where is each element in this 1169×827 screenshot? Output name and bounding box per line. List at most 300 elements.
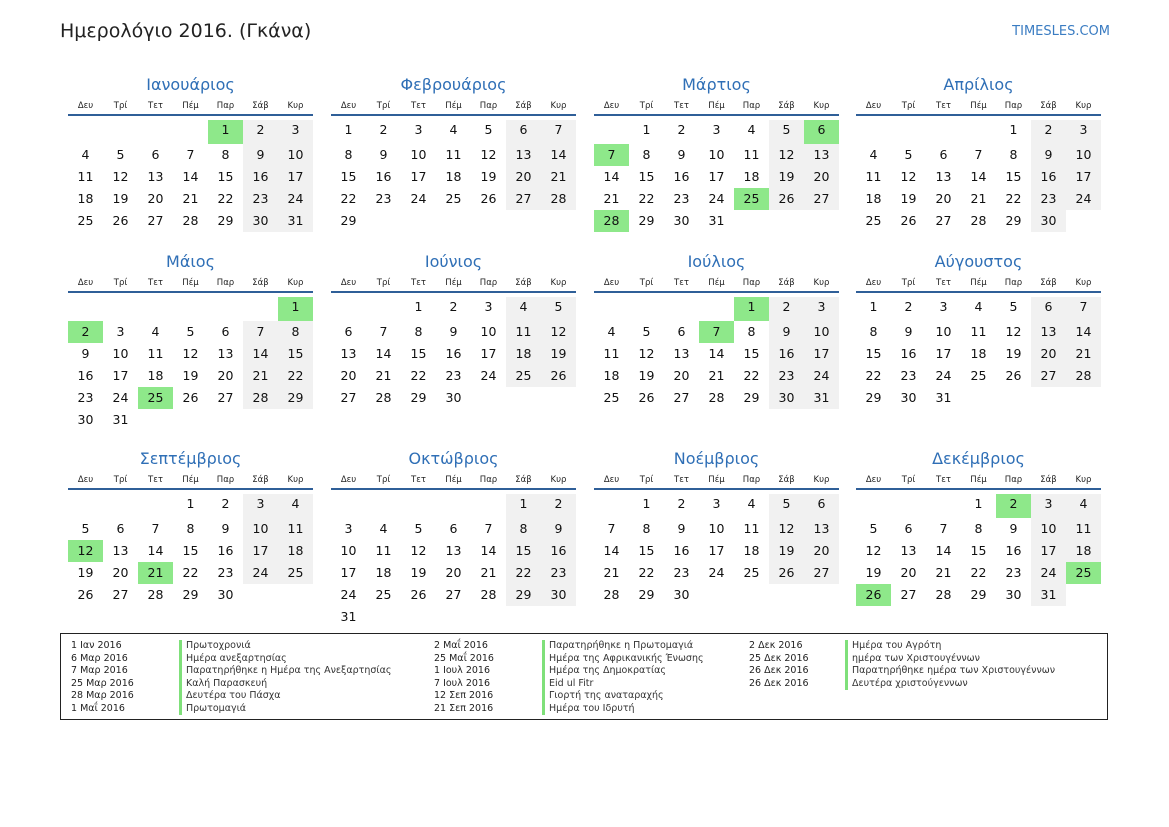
day-cell: 13 <box>445 543 462 558</box>
day-cell: 10 <box>1066 144 1101 166</box>
day-cell: 16 <box>541 540 576 562</box>
weekday-label: Δευ <box>340 101 357 111</box>
day-cell: 18 <box>147 368 164 383</box>
weekday-label: Πέμ <box>445 278 462 288</box>
empty-day-cell <box>734 584 769 606</box>
weekday-label: Τρί <box>639 101 654 111</box>
day-cell: 22 <box>340 191 357 206</box>
week-row <box>331 562 576 584</box>
day-cell: 26 <box>112 213 129 228</box>
day-cell: 28 <box>541 188 576 210</box>
week-row <box>68 387 313 409</box>
day-cell: 21 <box>480 565 497 580</box>
empty-day-cell <box>664 297 699 321</box>
empty-day-cell <box>506 606 541 628</box>
week-row <box>594 365 839 387</box>
week-row <box>856 188 1101 210</box>
week-row <box>68 584 313 606</box>
weekday-label: Τρί <box>113 475 128 485</box>
day-cell: 2 <box>904 299 913 314</box>
weekday-label: Τρί <box>639 278 654 288</box>
day-cell: 27 <box>673 390 690 405</box>
empty-day-cell <box>138 494 173 518</box>
day-cell: 15 <box>743 346 760 361</box>
empty-day-cell <box>243 297 278 321</box>
empty-day-cell <box>594 297 629 321</box>
day-cell: 7 <box>607 521 616 536</box>
weekday-label: Πέμ <box>182 101 199 111</box>
day-cell: 3 <box>712 496 721 511</box>
month-title: Ιούνιος <box>424 252 483 271</box>
day-cell: 26 <box>638 390 655 405</box>
day-cell: 20 <box>147 191 164 206</box>
empty-day-cell <box>173 120 208 144</box>
day-cell: 7 <box>974 147 983 162</box>
day-cell: 27 <box>340 390 357 405</box>
day-cell: 28 <box>375 390 392 405</box>
day-cell: 14 <box>708 346 725 361</box>
weekday-label: Δευ <box>77 101 94 111</box>
weekday-label: Πέμ <box>182 278 199 288</box>
day-cell: 13 <box>935 169 952 184</box>
day-cell: 5 <box>414 521 423 536</box>
day-cell: 3 <box>712 122 721 137</box>
day-cell: 8 <box>506 518 541 540</box>
weekday-label: Σάβ <box>1040 101 1057 111</box>
month-title: Αύγουστος <box>934 252 1023 271</box>
day-cell: 7 <box>541 120 576 144</box>
month-block <box>856 448 1101 606</box>
holiday-name: Πρωτοχρονιά <box>179 640 251 653</box>
empty-day-cell <box>471 494 506 518</box>
day-cell: 9 <box>1031 144 1066 166</box>
day-cell: 16 <box>900 346 917 361</box>
month-block <box>594 251 839 409</box>
month-block <box>331 448 576 628</box>
day-cell: 20 <box>445 565 462 580</box>
day-cell: 13 <box>900 543 917 558</box>
day-cell: 29 <box>638 213 655 228</box>
day-cell: 23 <box>77 390 94 405</box>
day-cell: 21 <box>375 368 392 383</box>
day-cell: 3 <box>484 299 493 314</box>
empty-day-cell <box>103 494 138 518</box>
day-cell: 13 <box>673 346 690 361</box>
weekday-label: Παρ <box>1004 101 1023 111</box>
day-cell: 9 <box>243 144 278 166</box>
day-cell: 5 <box>642 324 651 339</box>
holiday-date: 7 Ιουλ 2016 <box>434 677 490 689</box>
day-cell: 9 <box>379 147 388 162</box>
week-row <box>331 166 576 188</box>
day-cell: 24 <box>112 390 129 405</box>
day-cell: 1 <box>506 494 541 518</box>
week-row <box>856 562 1101 584</box>
day-cell: 4 <box>974 299 983 314</box>
day-cell: 28 <box>603 587 620 602</box>
day-cell: 22 <box>217 191 234 206</box>
day-cell: 18 <box>865 191 882 206</box>
weekday-header <box>331 275 576 293</box>
holiday-name: Δευτέρα χριστούγεννων <box>845 678 968 691</box>
empty-day-cell <box>856 120 891 144</box>
day-cell: 14 <box>603 543 620 558</box>
day-cell: 5 <box>186 324 195 339</box>
empty-day-cell <box>471 606 506 628</box>
weekday-label: Σάβ <box>515 278 532 288</box>
day-cell: 8 <box>974 521 983 536</box>
day-cell: 19 <box>769 166 804 188</box>
weekday-label: Τρί <box>901 475 916 485</box>
day-cell: 20 <box>804 540 839 562</box>
day-cell: 8 <box>642 521 651 536</box>
day-cell: 20 <box>1031 343 1066 365</box>
empty-day-cell <box>471 387 506 409</box>
brand-link[interactable]: TIMESLES.COM <box>1012 24 1110 39</box>
day-cell: 9 <box>904 324 913 339</box>
day-cell: 13 <box>217 346 234 361</box>
day-cell: 15 <box>278 343 313 365</box>
weekday-label: Σάβ <box>1040 278 1057 288</box>
day-cell: 9 <box>221 521 230 536</box>
empty-day-cell <box>891 494 926 518</box>
weekday-label: Κυρ <box>287 475 304 485</box>
weekday-label: Τρί <box>639 475 654 485</box>
day-cell: 30 <box>217 587 234 602</box>
week-row <box>331 584 576 606</box>
weekday-label: Τετ <box>148 475 163 485</box>
week-row <box>594 166 839 188</box>
day-cell: 31 <box>112 412 129 427</box>
day-cell: 11 <box>743 521 760 536</box>
day-cell: 24 <box>1066 188 1101 210</box>
day-cell: 6 <box>449 521 458 536</box>
day-cell: 5 <box>769 494 804 518</box>
day-cell: 18 <box>375 565 392 580</box>
weekday-label: Κυρ <box>287 278 304 288</box>
day-cell: 28 <box>147 587 164 602</box>
week-row <box>856 293 1101 321</box>
holiday-day-cell: 2 <box>68 321 103 343</box>
day-cell: 25 <box>77 213 94 228</box>
week-row <box>331 188 576 210</box>
weekday-label: Δευ <box>603 475 620 485</box>
weekday-label: Πέμ <box>708 101 725 111</box>
day-cell: 26 <box>541 365 576 387</box>
day-cell: 6 <box>344 324 353 339</box>
day-cell: 8 <box>869 324 878 339</box>
empty-day-cell <box>138 120 173 144</box>
page-title: Ημερολόγιο 2016. (Γκάνα) <box>60 20 312 42</box>
holiday-column <box>749 640 1055 690</box>
day-cell: 9 <box>541 518 576 540</box>
day-cell: 15 <box>638 543 655 558</box>
holiday-day-cell: 25 <box>734 188 769 210</box>
day-cell: 2 <box>769 297 804 321</box>
day-cell: 26 <box>1005 368 1022 383</box>
week-row <box>594 540 839 562</box>
day-cell: 9 <box>1009 521 1018 536</box>
day-cell: 6 <box>677 324 686 339</box>
day-cell: 29 <box>970 587 987 602</box>
month-block <box>331 74 576 232</box>
empty-day-cell <box>926 120 961 144</box>
day-cell: 9 <box>449 324 458 339</box>
week-row <box>594 210 839 232</box>
day-cell: 10 <box>708 147 725 162</box>
week-row <box>331 387 576 409</box>
week-row <box>856 210 1101 232</box>
holiday-date: 26 Δεκ 2016 <box>749 677 809 689</box>
month-title: Ιανουάριος <box>146 75 235 94</box>
day-cell: 16 <box>375 169 392 184</box>
week-row <box>594 144 839 166</box>
weekday-label: Τρί <box>376 278 391 288</box>
day-cell: 11 <box>1066 518 1101 540</box>
weekday-label: Δευ <box>603 278 620 288</box>
month-title: Φεβρουάριος <box>400 75 507 94</box>
day-cell: 21 <box>708 368 725 383</box>
empty-day-cell <box>804 210 839 232</box>
weekday-label: Τετ <box>674 101 689 111</box>
week-row <box>856 365 1101 387</box>
day-cell: 3 <box>1031 494 1066 518</box>
day-cell: 11 <box>865 169 882 184</box>
empty-day-cell <box>856 494 891 518</box>
empty-day-cell <box>804 584 839 606</box>
holiday-name: Γιορτή της αναταραχής <box>542 690 664 703</box>
day-cell: 19 <box>1005 346 1022 361</box>
day-cell: 15 <box>217 169 234 184</box>
day-cell: 4 <box>151 324 160 339</box>
weekday-label: Πέμ <box>970 475 987 485</box>
weekday-label: Παρ <box>742 278 761 288</box>
day-cell: 5 <box>769 120 804 144</box>
holiday-entry <box>71 653 391 666</box>
weekday-label: Παρ <box>216 101 235 111</box>
day-cell: 25 <box>278 562 313 584</box>
day-cell: 27 <box>1031 365 1066 387</box>
empty-day-cell <box>1066 387 1101 409</box>
holiday-day-cell: 7 <box>699 321 734 343</box>
holiday-name: ημέρα των Χριστουγέννων <box>845 653 980 666</box>
day-cell: 22 <box>970 565 987 580</box>
day-cell: 23 <box>769 365 804 387</box>
day-cell: 3 <box>414 122 423 137</box>
day-cell: 8 <box>1009 147 1018 162</box>
day-cell: 21 <box>935 565 952 580</box>
weekday-header <box>856 275 1101 293</box>
weekday-label: Παρ <box>479 278 498 288</box>
day-cell: 27 <box>935 213 952 228</box>
day-cell: 7 <box>151 521 160 536</box>
day-cell: 20 <box>900 565 917 580</box>
holidays-legend <box>60 633 1108 720</box>
day-cell: 16 <box>1031 166 1066 188</box>
day-cell: 15 <box>638 169 655 184</box>
day-cell: 20 <box>506 166 541 188</box>
day-cell: 15 <box>182 543 199 558</box>
day-cell: 12 <box>182 346 199 361</box>
weekday-label: Παρ <box>742 101 761 111</box>
day-cell: 8 <box>642 147 651 162</box>
week-row <box>68 293 313 321</box>
day-cell: 30 <box>445 390 462 405</box>
holiday-date: 25 Μαρ 2016 <box>71 677 134 689</box>
day-cell: 29 <box>506 584 541 606</box>
empty-day-cell <box>891 120 926 144</box>
empty-day-cell <box>366 606 401 628</box>
empty-day-cell <box>734 210 769 232</box>
day-cell: 10 <box>112 346 129 361</box>
week-row <box>331 321 576 343</box>
day-cell: 29 <box>743 390 760 405</box>
day-cell: 26 <box>77 587 94 602</box>
day-cell: 21 <box>970 191 987 206</box>
day-cell: 22 <box>638 191 655 206</box>
day-cell: 11 <box>970 324 987 339</box>
weekday-label: Σάβ <box>515 101 532 111</box>
empty-day-cell <box>401 210 436 232</box>
empty-day-cell <box>926 494 961 518</box>
day-cell: 27 <box>445 587 462 602</box>
month-block <box>856 74 1101 232</box>
day-cell: 31 <box>278 210 313 232</box>
weekday-label: Δευ <box>603 101 620 111</box>
day-cell: 20 <box>935 191 952 206</box>
day-cell: 16 <box>769 343 804 365</box>
day-cell: 31 <box>1031 584 1066 606</box>
day-cell: 17 <box>804 343 839 365</box>
day-cell: 27 <box>112 587 129 602</box>
day-cell: 5 <box>541 297 576 321</box>
week-row <box>856 387 1101 409</box>
holiday-entry <box>71 678 391 691</box>
day-cell: 5 <box>116 147 125 162</box>
empty-day-cell <box>243 409 278 431</box>
day-cell: 17 <box>278 166 313 188</box>
day-cell: 28 <box>970 213 987 228</box>
day-cell: 6 <box>804 494 839 518</box>
weekday-label: Πέμ <box>445 101 462 111</box>
weekday-label: Παρ <box>1004 475 1023 485</box>
day-cell: 22 <box>638 565 655 580</box>
empty-day-cell <box>594 120 629 144</box>
day-cell: 14 <box>1066 321 1101 343</box>
empty-day-cell <box>401 606 436 628</box>
day-cell: 16 <box>217 543 234 558</box>
weekday-label: Πέμ <box>182 475 199 485</box>
weekday-label: Παρ <box>216 475 235 485</box>
day-cell: 30 <box>541 584 576 606</box>
day-cell: 12 <box>865 543 882 558</box>
day-cell: 11 <box>603 346 620 361</box>
week-row <box>68 562 313 584</box>
day-cell: 23 <box>217 565 234 580</box>
empty-day-cell <box>506 210 541 232</box>
holiday-name: Ημέρα του Αγρότη <box>845 640 941 653</box>
holiday-day-cell: 1 <box>278 297 313 321</box>
week-row <box>856 490 1101 518</box>
holiday-entry <box>434 640 704 653</box>
weekday-label: Τετ <box>411 278 426 288</box>
holiday-column <box>434 640 704 715</box>
day-cell: 23 <box>900 368 917 383</box>
week-row <box>331 518 576 540</box>
day-cell: 13 <box>1031 321 1066 343</box>
day-cell: 22 <box>278 365 313 387</box>
day-cell: 17 <box>935 346 952 361</box>
day-cell: 2 <box>221 496 230 511</box>
empty-day-cell <box>401 494 436 518</box>
day-cell: 3 <box>243 494 278 518</box>
day-cell: 9 <box>677 521 686 536</box>
empty-day-cell <box>436 606 471 628</box>
day-cell: 26 <box>182 390 199 405</box>
day-cell: 14 <box>375 346 392 361</box>
day-cell: 12 <box>769 144 804 166</box>
holiday-name: Δευτέρα του Πάσχα <box>179 690 281 703</box>
holiday-name: Ημέρα της Δημοκρατίας <box>542 665 666 678</box>
day-cell: 27 <box>217 390 234 405</box>
weekday-label: Τετ <box>148 278 163 288</box>
week-row <box>68 188 313 210</box>
day-cell: 26 <box>900 213 917 228</box>
week-row <box>68 116 313 144</box>
empty-day-cell <box>331 297 366 321</box>
day-cell: 1 <box>1009 122 1018 137</box>
weekday-label: Δευ <box>77 278 94 288</box>
day-cell: 24 <box>1031 562 1066 584</box>
empty-day-cell <box>961 120 996 144</box>
holiday-date: 7 Μαρ 2016 <box>71 665 128 676</box>
empty-day-cell <box>278 409 313 431</box>
weekday-label: Παρ <box>1004 278 1023 288</box>
day-cell: 9 <box>769 321 804 343</box>
week-row <box>331 293 576 321</box>
weekday-label: Τρί <box>376 475 391 485</box>
week-row <box>856 166 1101 188</box>
holiday-date: 1 Ιουλ 2016 <box>434 665 490 676</box>
day-cell: 5 <box>484 122 493 137</box>
weekday-label: Δευ <box>340 278 357 288</box>
day-cell: 24 <box>410 191 427 206</box>
day-cell: 7 <box>939 521 948 536</box>
empty-day-cell <box>103 120 138 144</box>
weekday-header <box>68 472 313 490</box>
day-cell: 3 <box>116 324 125 339</box>
day-cell: 17 <box>1031 540 1066 562</box>
day-cell: 5 <box>904 147 913 162</box>
week-row <box>331 343 576 365</box>
empty-day-cell <box>961 387 996 409</box>
day-cell: 10 <box>243 518 278 540</box>
day-cell: 16 <box>1005 543 1022 558</box>
weekday-label: Δευ <box>340 475 357 485</box>
day-cell: 29 <box>217 213 234 228</box>
holiday-name: Καλή Παρασκευή <box>179 678 267 691</box>
day-cell: 23 <box>375 191 392 206</box>
day-cell: 20 <box>217 368 234 383</box>
week-row <box>856 540 1101 562</box>
weekday-label: Παρ <box>479 475 498 485</box>
day-cell: 16 <box>243 166 278 188</box>
holiday-day-cell: 6 <box>804 120 839 144</box>
week-row <box>68 518 313 540</box>
empty-day-cell <box>138 409 173 431</box>
month-title: Ιούλιος <box>687 252 746 271</box>
day-cell: 24 <box>340 587 357 602</box>
